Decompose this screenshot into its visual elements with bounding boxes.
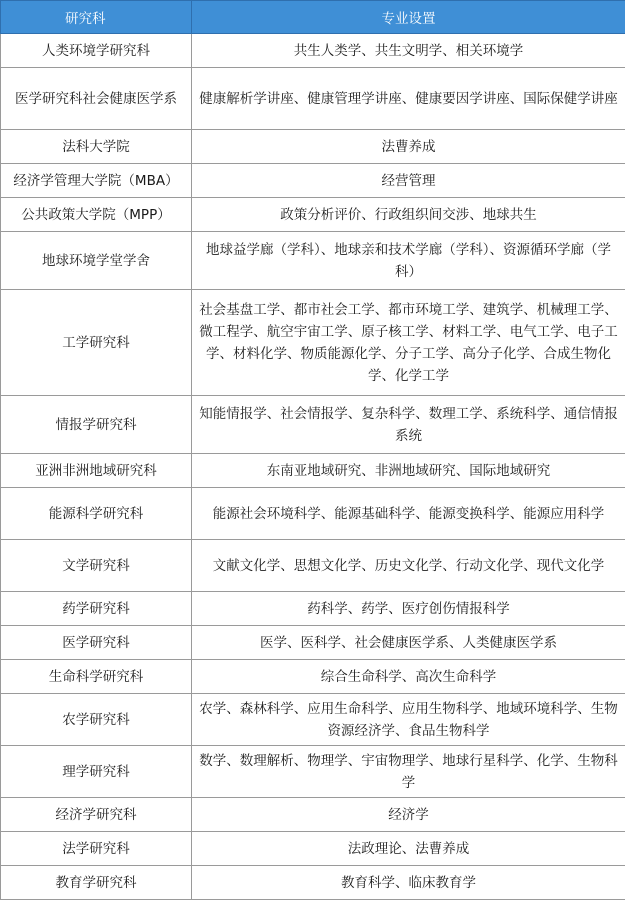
header-graduate-school: 研究科 bbox=[1, 1, 192, 34]
table-row bbox=[1, 832, 625, 866]
school-name-cell: 法学研究科 bbox=[1, 832, 192, 866]
majors-cell: 文献文化学、思想文化学、历史文化学、行动文化学、现代文化学 bbox=[192, 540, 625, 592]
school-name-cell: 生命科学研究科 bbox=[1, 660, 192, 694]
majors-cell: 数学、数理解析、物理学、宇宙物理学、地球行星科学、化学、生物科学 bbox=[192, 746, 625, 798]
majors-cell: 健康解析学讲座、健康管理学讲座、健康要因学讲座、国际保健学讲座 bbox=[192, 68, 625, 130]
table-row bbox=[1, 866, 625, 900]
majors-cell: 知能情报学、社会情报学、复杂科学、数理工学、系统科学、通信情报系统 bbox=[192, 396, 625, 454]
table-row bbox=[1, 68, 625, 130]
school-name-cell: 法科大学院 bbox=[1, 130, 192, 164]
school-name-cell: 文学研究科 bbox=[1, 540, 192, 592]
table-row bbox=[1, 694, 625, 746]
majors-cell: 地球益学廊（学科）、地球亲和技术学廊（学科）、资源循环学廊（学科） bbox=[192, 232, 625, 290]
table-row bbox=[1, 290, 625, 396]
school-name-cell: 药学研究科 bbox=[1, 592, 192, 626]
school-name-cell: 医学研究科社会健康医学系 bbox=[1, 68, 192, 130]
table-row bbox=[1, 592, 625, 626]
table-row bbox=[1, 626, 625, 660]
table-row bbox=[1, 746, 625, 798]
table-row bbox=[1, 660, 625, 694]
majors-cell: 医学、医科学、社会健康医学系、人类健康医学系 bbox=[192, 626, 625, 660]
majors-cell: 经营管理 bbox=[192, 164, 625, 198]
school-name-cell: 理学研究科 bbox=[1, 746, 192, 798]
school-name-cell: 经济学研究科 bbox=[1, 798, 192, 832]
majors-cell: 法政理论、法曹养成 bbox=[192, 832, 625, 866]
table-row bbox=[1, 798, 625, 832]
majors-cell: 政策分析评价、行政组织间交涉、地球共生 bbox=[192, 198, 625, 232]
majors-cell: 东南亚地域研究、非洲地域研究、国际地域研究 bbox=[192, 454, 625, 488]
school-name-cell: 情报学研究科 bbox=[1, 396, 192, 454]
majors-cell: 综合生命科学、高次生命科学 bbox=[192, 660, 625, 694]
school-name-cell: 教育学研究科 bbox=[1, 866, 192, 900]
header-majors: 专业设置 bbox=[192, 1, 625, 34]
table-row bbox=[1, 34, 625, 68]
majors-cell: 法曹养成 bbox=[192, 130, 625, 164]
table-row bbox=[1, 164, 625, 198]
majors-cell: 农学、森林科学、应用生命科学、应用生物科学、地域环境科学、生物资源经济学、食品生物科学 bbox=[192, 694, 625, 746]
table-header-row bbox=[1, 1, 625, 34]
majors-cell: 能源社会环境科学、能源基础科学、能源变换科学、能源应用科学 bbox=[192, 488, 625, 540]
majors-cell: 药科学、药学、医疗创伤情报科学 bbox=[192, 592, 625, 626]
table-row bbox=[1, 232, 625, 290]
table-row bbox=[1, 454, 625, 488]
school-name-cell: 亚洲非洲地域研究科 bbox=[1, 454, 192, 488]
table-row bbox=[1, 198, 625, 232]
majors-cell: 共生人类学、共生文明学、相关环境学 bbox=[192, 34, 625, 68]
table-row bbox=[1, 488, 625, 540]
majors-cell: 教育科学、临床教育学 bbox=[192, 866, 625, 900]
school-name-cell: 人类环境学研究科 bbox=[1, 34, 192, 68]
table-row bbox=[1, 130, 625, 164]
table-row bbox=[1, 396, 625, 454]
school-name-cell: 能源科学研究科 bbox=[1, 488, 192, 540]
school-name-cell: 经济学管理大学院（MBA） bbox=[1, 164, 192, 198]
school-name-cell: 工学研究科 bbox=[1, 290, 192, 396]
table-row bbox=[1, 540, 625, 592]
majors-cell: 经济学 bbox=[192, 798, 625, 832]
school-name-cell: 地球环境学堂学舍 bbox=[1, 232, 192, 290]
majors-cell: 社会基盘工学、都市社会工学、都市环境工学、建筑学、机械理工学、微工程学、航空宇宙工学、原子核工学、材料工学、电气工学、电子工学、材料化学、物质能源化学、分子工学、高分子化学、合成生物化学、化学工学 bbox=[192, 290, 625, 396]
school-name-cell: 农学研究科 bbox=[1, 694, 192, 746]
school-name-cell: 医学研究科 bbox=[1, 626, 192, 660]
school-name-cell: 公共政策大学院（MPP） bbox=[1, 198, 192, 232]
